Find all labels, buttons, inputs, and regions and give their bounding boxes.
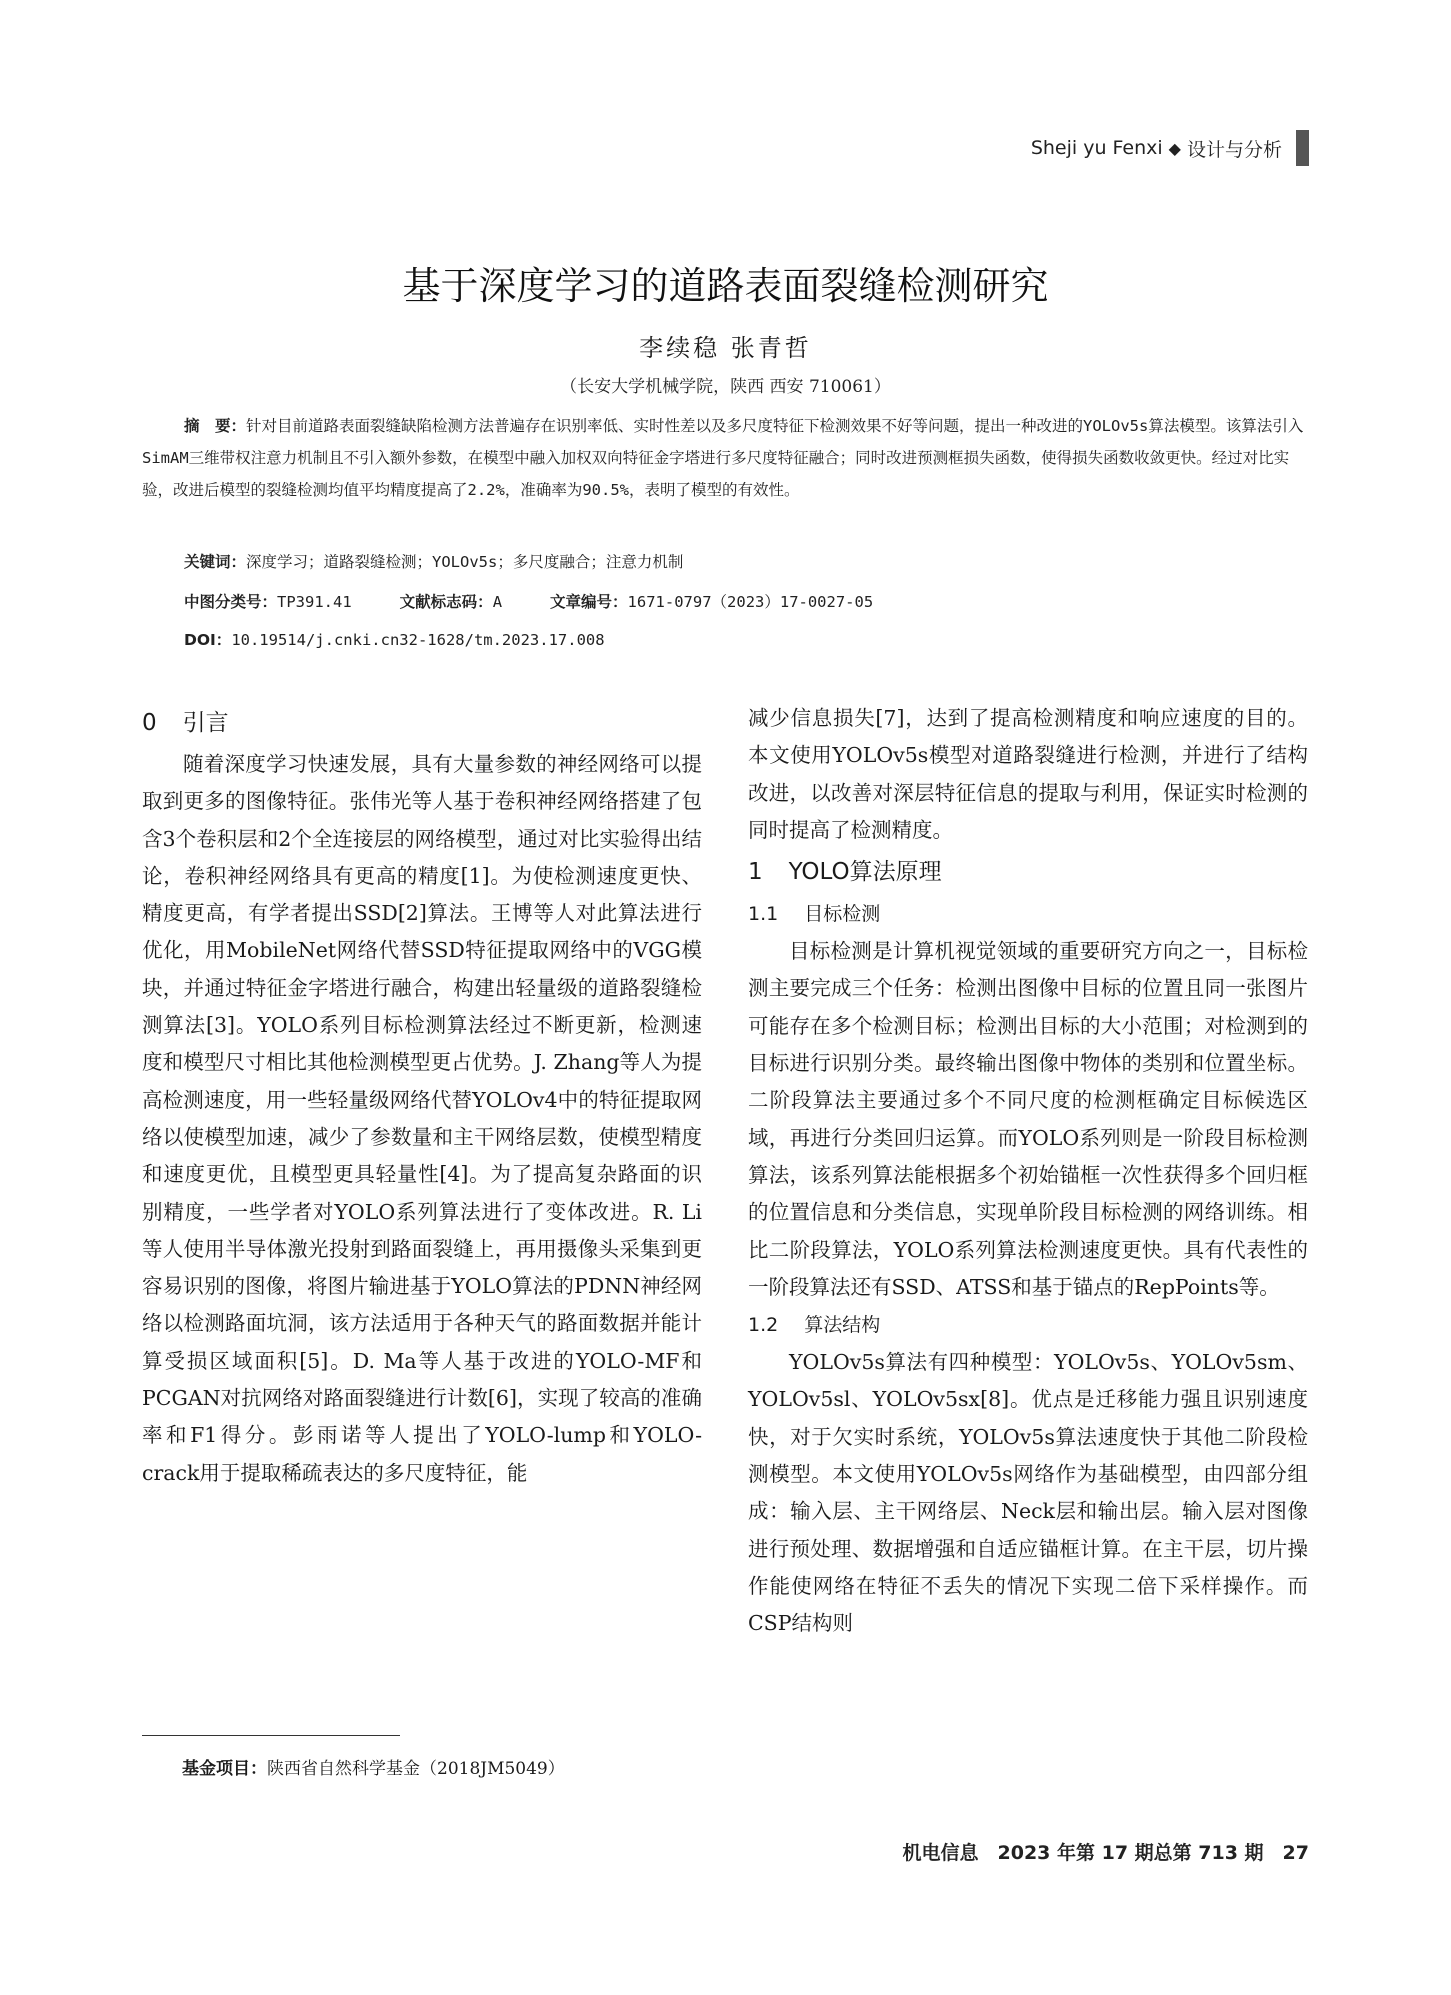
keywords-text: 深度学习；道路裂缝检测；YOLOv5s；多尺度融合；注意力机制 — [246, 553, 684, 571]
subsection-title: 算法结构 — [804, 1314, 881, 1337]
header-bar — [1296, 130, 1309, 166]
clc-label: 中图分类号： — [184, 593, 278, 611]
section-heading — [142, 700, 702, 746]
article-no-label: 文章编号： — [550, 593, 628, 611]
clc-value: TP391.41 — [277, 593, 352, 611]
keywords — [184, 550, 1351, 572]
abstract-text: 针对目前道路表面裂缝缺陷检测方法普遍存在识别率低、实时性差以及多尺度特征下检测效果不好等问题，提出一种改进的YOLOv5s算法模型。该算法引入SimAM三维带权注意力机制且不引入额外参数，在模型中融入加权双向特征金字塔进行多尺度特征融合；同时改进预测框损失函数，使得损失函数收敛更快。经过对比实验，改进后模型的裂缝检测均值平均精度提高了2.2%，准确率为90.5%，表明了模型的有效性。 — [142, 417, 1304, 499]
paragraph: 目标检测是计算机视觉领域的重要研究方向之一，目标检测主要完成三个任务：检测出图像中目标的位置且同一张图片可能存在多个检测目标；检测出目标的大小范围；对检测到的目标进行识别分类。最终输出图像中物体的类别和位置坐标。二阶段算法主要通过多个不同尺度的检测框确定目标候选区域，再进行分类回归运算。而YOLO系列则是一阶段目标检测算法，该系列算法能根据多个初始锚框一次性获得多个回归框的位置信息和分类信息，实现单阶段目标检测的网络训练。相比二阶段算法，YOLO系列算法检测速度更快。具有代表性的一阶段算法还有SSD、ATSS和基于锚点的RepPoints等。 — [748, 939, 1308, 1299]
doi-label: DOI： — [184, 631, 232, 649]
paper-title: 基于深度学习的道路表面裂缝检测研究 — [402, 264, 1049, 308]
journal-pinyin: Sheji yu Fenxi — [1030, 137, 1163, 159]
doc-code-value: A — [492, 593, 503, 611]
section-number: 1 — [748, 859, 763, 886]
doi-value: 10.19514/j.cnki.cn32-1628/tm.2023.17.008 — [231, 631, 605, 649]
section-title: 引言 — [182, 710, 229, 736]
section-name: 设计与分析 — [1186, 138, 1282, 161]
section-title: YOLO算法原理 — [788, 859, 942, 886]
paragraph: 随着深度学习快速发展，具有大量参数的神经网络可以提取到更多的图像特征。张伟光等人基于卷积神经网络搭建了包含3个卷积层和2个全连接层的网络模型，通过对比实验得出结论，卷积神经网络具有更高的精度[1]。为使检测速度更快、精度更高，有学者提出SSD[2]算法。王博等人对此算法进行优化，用MobileNet网络代替SSD特征提取网络中的VGG模块，并通过特征金字塔进行融合，构建出轻量级的道路裂缝检测算法[3]。YOLO系列目标检测算法经过不断更新，检测速度和模型尺寸相比其他检测模型更占优势。J. Zhang等人为提高检测速度，用一些轻量级网络代替YOLOv4中的特征提取网络以使模型加速，减少了参数量和主干网络层数，使模型精度和速度更优，且模型更具轻量性[4]。为了提高复杂路面的识别精度，一些学者对YOLO系列算法进行了变体改进。R. Li等人使用半导体激光投射到路面裂缝上，再用摄像头采集到更容易识别的图像，将图片输进基于YOLO算法的PDNN神经网络以检测路面坑洞，该方法适用于各种天气的路面数据并能计算受损区域面积[5]。D. Ma等人基于改进的YOLO-MF和PCGAN对抗网络对路面裂缝进行计数[6]，实现了较高的准确率和F1得分。彭雨诺等人提出了YOLO-lump和YOLO-crack用于提取稀疏表达的多尺度特征，能 — [142, 752, 702, 1485]
classification-line — [184, 590, 1351, 612]
right-column — [748, 700, 1308, 1643]
paragraph: YOLOv5s算法有四种模型：YOLOv5s、YOLOv5sm、YOLOv5sl、YOLOv5sx[8]。优点是迁移能力强且识别速度快，对于欠实时系统，YOLOv5s算法速度快于其他二阶段检测模型。本文使用YOLOv5s网络作为基础模型，由四部分组成：输入层、主干网络层、Neck层和输出层。输入层对图像进行预处理、数据增强和自适应锚框计算。在主干层，切片操作能使网络在特征不丢失的情况下实现二倍下采样操作。而CSP结构则 — [748, 1350, 1308, 1636]
subsection-heading — [748, 895, 1308, 933]
footnote-rule — [142, 1735, 400, 1736]
funding-text: 陕西省自然科学基金（2018JM5049） — [267, 1759, 565, 1779]
authors: 李续稳 张青哲 — [639, 334, 812, 362]
abstract-label: 摘 要： — [184, 417, 247, 435]
affiliation: （长安大学机械学院，陕西 西安 710061） — [560, 377, 891, 397]
page-footer: 机电信息 2023 年第 17 期总第 713 期 27 — [902, 1842, 1309, 1864]
keywords-label: 关键词： — [184, 553, 247, 571]
subsection-heading — [748, 1306, 1308, 1344]
article-no-value: 1671-0797（2023）17-0027-05 — [627, 593, 874, 611]
subsection-number: 1.2 — [748, 1314, 779, 1337]
abstract — [142, 410, 1309, 506]
running-header — [1031, 130, 1309, 166]
doi — [184, 628, 1351, 650]
subsection-number: 1.1 — [748, 903, 779, 926]
subsection-title: 目标检测 — [804, 903, 881, 926]
funding-label: 基金项目： — [182, 1759, 267, 1779]
doc-code-label: 文献标志码： — [399, 593, 493, 611]
section-heading — [748, 849, 1308, 895]
paragraph: 减少信息损失[7]，达到了提高检测精度和响应速度的目的。本文使用YOLOv5s模型对道路裂缝进行检测，并进行了结构改进，以改善对深层特征信息的提取与利用，保证实时检测的同时提高了检测精度。 — [748, 706, 1308, 842]
left-column — [142, 700, 702, 1492]
diamond-icon: ◆ — [1168, 138, 1181, 158]
funding-note — [182, 1754, 565, 1779]
section-number: 0 — [142, 710, 157, 736]
